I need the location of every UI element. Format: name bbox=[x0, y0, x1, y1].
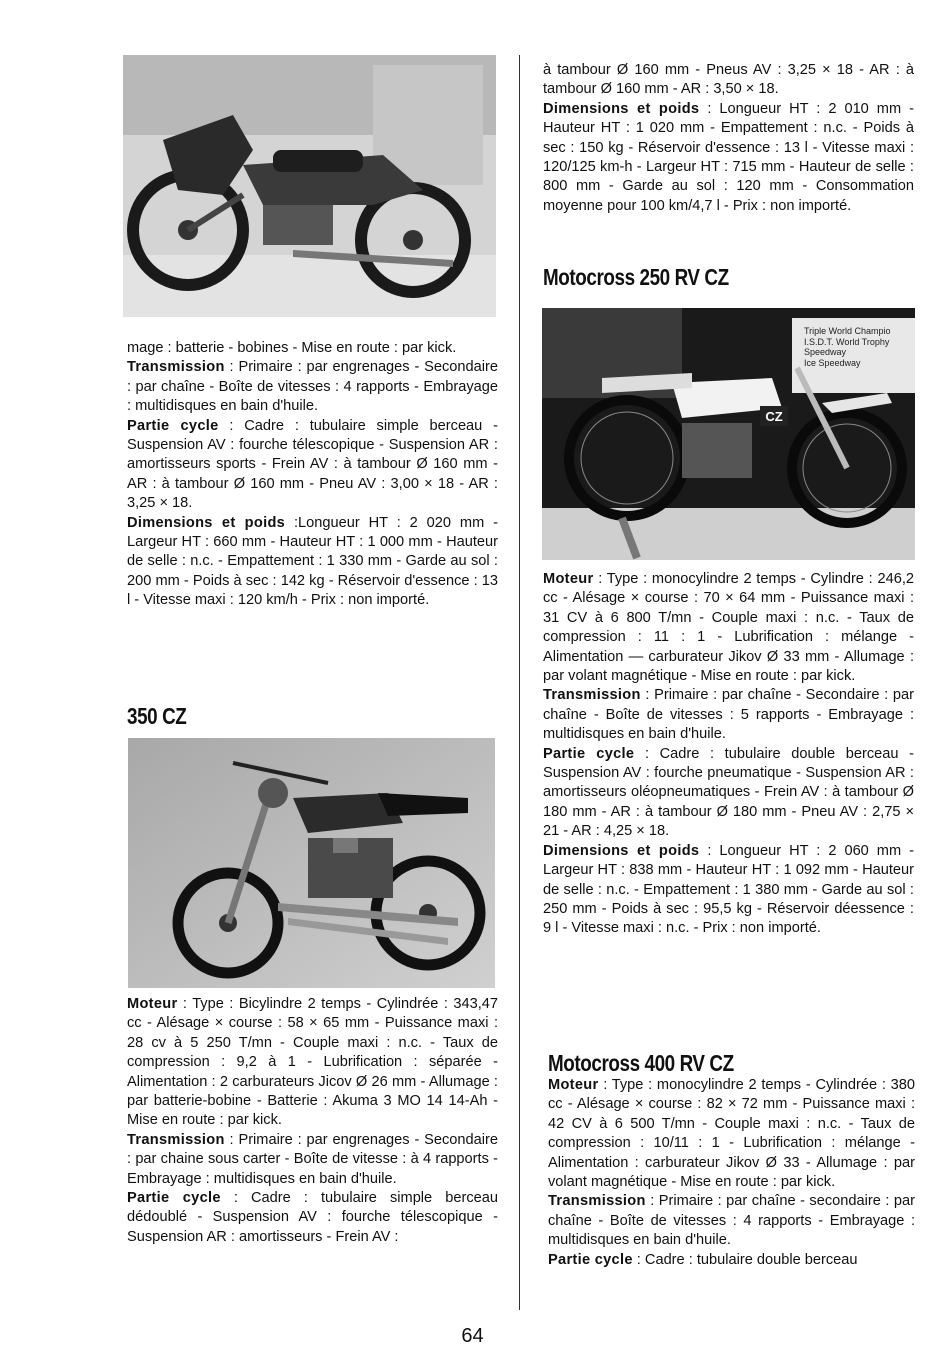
spec-label: Moteur bbox=[127, 996, 178, 1012]
photo-banner-text bbox=[804, 326, 891, 368]
spec-text: : Primaire : par engrenages - Secondaire : par chaîne - Boîte de vitesses : 4 rapports - Embrayage : multidisques en bain d'huile. bbox=[127, 359, 498, 415]
spec-label: Transmission bbox=[543, 687, 641, 704]
heading-motocross-400: Motocross 400 RV CZ bbox=[548, 1050, 734, 1076]
banner-line: Triple World Champio bbox=[804, 326, 891, 336]
banner-line: I.S.D.T. World Trophy bbox=[804, 336, 890, 347]
specs-paragraph: à tambour Ø 160 mm - Pneus AV : 3,25 × 18 - AR : à tambour Ø 160 mm - AR : 3,50 × 18. bbox=[543, 62, 914, 98]
spec-text: : Type : Bicylindre 2 temps - Cylindrée : 343,47 cc - Alésage × course : 58 × 65 mm - Puissance maxi : 28 cv à 5 250 T/mn - Couple maxi : n.c. - Taux de compression : 9,2 à 1 - Lubrification : séparée - Alimentation : 2 carburateurs Jicov Ø 26 mm - Allumage : par batterie-bobine - Batterie : Akuma 3 MO 14 14-Ah - Mise en route : par kick. bbox=[127, 996, 498, 1129]
spec-label: Dimensions et poids bbox=[543, 842, 700, 859]
spec-label: Moteur bbox=[543, 571, 594, 587]
specs-paragraph: mage : batterie - bobines - Mise en route : par kick. bbox=[127, 340, 457, 356]
heading-motocross-250: Motocross 250 RV CZ bbox=[543, 264, 729, 290]
motorcycle-photo-top-left bbox=[123, 55, 496, 317]
motorcycle-photo-350-cz bbox=[128, 738, 495, 988]
motorcycle-photo-motocross-250 bbox=[542, 308, 915, 560]
spec-text: : Primaire : par chaîne - Secondaire : par chaîne - Boîte de vitesses : 5 rapports - Embrayage : multidisques en bain d'huile. bbox=[543, 687, 914, 743]
spec-text: : Type : monocylindre 2 temps - Cylindrée : 380 cc - Alésage × course : 82 × 72 mm - Puissance maxi : 42 CV à 6 500 T/mn - Couple maxi : n.c. - Taux de compression : 10/11 : 1 - Lubrification : mélange - Alimentation : carburateur Jikov Ø 33 - Allumage : par volant magnétique - Mise en route : par kick. bbox=[548, 1077, 915, 1191]
spec-label: Transmission bbox=[127, 359, 225, 376]
spec-label: Partie cycle bbox=[548, 1251, 633, 1268]
spec-text: : Primaire : par engrenages - Secondaire : par chaine sous carter - Boîte de vitesse : à 4 rapports - Embrayage : multidisques en bain d'huile. bbox=[127, 1131, 498, 1187]
transmission-spec bbox=[127, 1131, 498, 1189]
heading-250-wrap bbox=[543, 264, 770, 291]
partie-cycle-spec bbox=[127, 1189, 498, 1247]
spec-text: : Longueur HT : 2 010 mm - Hauteur HT : 1 020 mm - Empattement : n.c. - Poids à sec : 150 kg - Réservoir d'essence : 13 l - Vitesse maxi : 120/125 km-h - Largeur HT : 715 mm - Hauteur de selle : 800 mm - Garde au sol : 120 mm - Consommation moyenne pour 100 km/4,7 l - Prix : non importé. bbox=[543, 100, 914, 214]
transmission-spec bbox=[548, 1192, 915, 1250]
dimensions-spec bbox=[543, 842, 914, 939]
spec-text: : Cadre : tubulaire double berceau - Suspension AV : fourche pneumatique - Suspension AR : amortisseurs oléopneumatiques - Frein AV : à tambour Ø 180 mm - AR : à tambour Ø 180 mm - Pneu AV : 2,75 × 21 - AR : 4,25 × 18. bbox=[543, 745, 914, 840]
specs-350-cz bbox=[127, 995, 498, 1247]
specs-motocross-250 bbox=[543, 570, 914, 939]
spec-text: : Cadre : tubulaire double berceau bbox=[632, 1251, 858, 1268]
dimensions-spec bbox=[543, 100, 914, 216]
spec-label: Dimensions et poids bbox=[543, 100, 700, 117]
moteur-spec bbox=[543, 570, 914, 686]
page-number: 64 bbox=[461, 1325, 484, 1347]
heading-350-cz: 350 CZ bbox=[127, 703, 187, 729]
heading-400-wrap bbox=[548, 1050, 775, 1077]
spec-text: : Primaire : par chaîne - secondaire : par chaîne - Boîte de vitesses : 4 rapports - Embrayage : multidisques en bain d'huile. bbox=[548, 1193, 915, 1249]
spec-label: Partie cycle bbox=[543, 745, 635, 762]
heading-350-cz-wrap bbox=[127, 703, 199, 730]
specs-motocross-400 bbox=[548, 1076, 915, 1270]
right-column-top-text bbox=[543, 61, 914, 216]
transmission-spec bbox=[543, 686, 914, 744]
spec-label: Moteur bbox=[548, 1077, 599, 1093]
partie-cycle-spec bbox=[127, 417, 498, 514]
cz-badge-text: CZ bbox=[765, 409, 783, 424]
spec-label: Dimensions et poids bbox=[127, 514, 286, 531]
banner-line: Ice Speedway bbox=[804, 357, 861, 368]
spec-text: : Cadre : tubulaire simple berceau dédoublé - Suspension AV : fourche télescopique - Suspension AR : amortisseurs - Frein AV : bbox=[127, 1190, 498, 1245]
banner-line: Speedway bbox=[804, 347, 847, 357]
transmission-spec bbox=[127, 358, 498, 416]
partie-cycle-spec bbox=[548, 1251, 915, 1270]
spec-text: : Longueur HT : 2 060 mm - Largeur HT : 838 mm - Hauteur HT : 1 092 mm - Hauteur de selle : n.c. - Empattement : 1 380 mm - Garde au sol : 250 mm - Poids à sec : 95,5 kg - Réservoir déessence : 9 l - Vitesse maxi : n.c. - Prix : non importé. bbox=[543, 842, 914, 937]
spec-label: Partie cycle bbox=[127, 1190, 221, 1207]
column-divider bbox=[519, 55, 520, 1310]
spec-label: Transmission bbox=[127, 1131, 225, 1148]
partie-cycle-spec bbox=[543, 745, 914, 842]
spec-label: Transmission bbox=[548, 1193, 646, 1210]
moteur-spec bbox=[127, 995, 498, 1131]
dimensions-spec bbox=[127, 514, 498, 611]
moteur-spec bbox=[548, 1076, 915, 1192]
spec-text: :Longueur HT : 2 020 mm - Largeur HT : 660 mm - Hauteur HT : 1 000 mm - Hauteur de selle : n.c. - Empattement : 1 330 mm - Garde au sol : 200 mm - Poids à sec : 142 kg - Réservoir d'essence : 13 l - Vitesse maxi : 120 km/h - Prix : non importé. bbox=[127, 514, 498, 609]
spec-text: : Type : monocylindre 2 temps - Cylindre : 246,2 cc - Alésage × course : 70 × 64 mm - Puissance maxi : 31 CV à 6 800 T/mn - Couple maxi : n.c. - Taux de compression : 11 : 1 - Lubrification : mélange - Alimentation — carburateur Jikov Ø 33 mm - Allumage : par volant magnétique - Mise en route : par kick. bbox=[543, 571, 914, 685]
spec-label: Partie cycle bbox=[127, 417, 219, 434]
spec-text: : Cadre : tubulaire simple berceau - Suspension AV : fourche télescopique - Suspension AR : amortisseurs sports - Frein AV : à tambour Ø 160 mm - AR : à tambour Ø 160 mm - Pneu AV : 3,00 × 18 - AR : 3,25 × 18. bbox=[127, 417, 498, 512]
left-column-top-text bbox=[127, 339, 498, 611]
